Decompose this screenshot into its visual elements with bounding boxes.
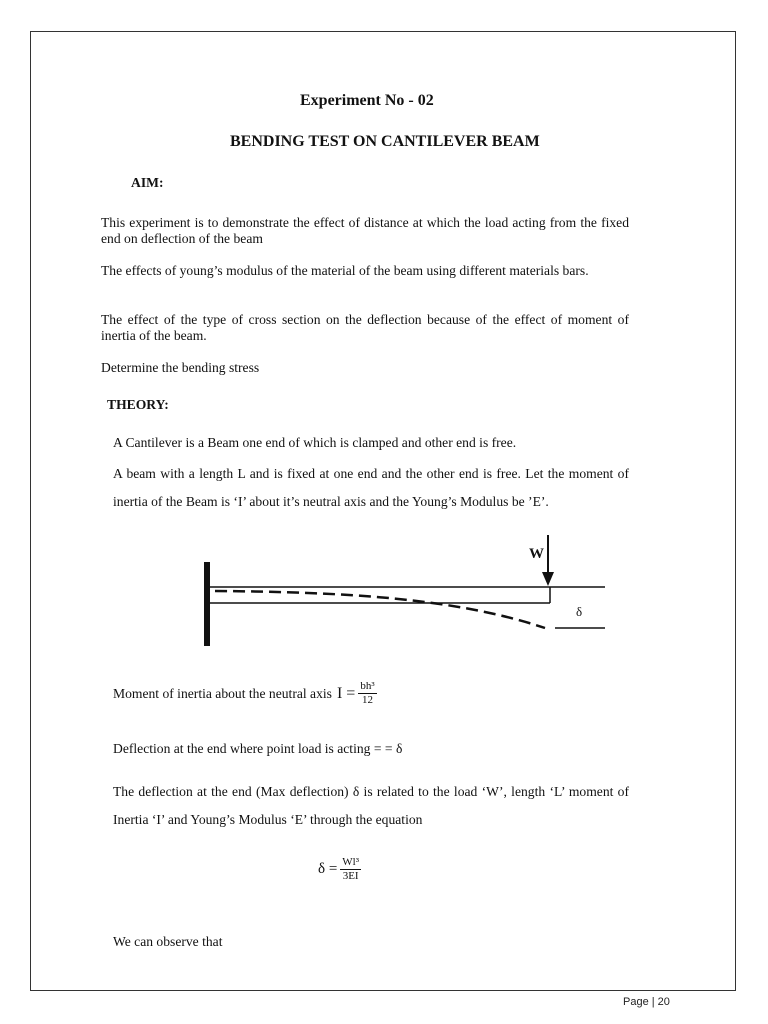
moment-formula <box>358 680 376 707</box>
theory-heading: THEORY: <box>107 397 169 412</box>
load-arrow-head <box>542 572 554 586</box>
load-label: W <box>529 546 544 562</box>
page-number: Page | 20 <box>623 996 670 1008</box>
cantilever-beam-diagram <box>195 530 615 650</box>
moment-of-inertia-line <box>113 680 377 707</box>
deflected-shape <box>215 591 545 628</box>
aim-paragraph-3: The effect of the type of cross section on the deflection because of the effect of moment of inertia of the beam. <box>101 312 629 343</box>
observe-line: We can observe that <box>113 934 223 949</box>
deflection-equation <box>318 856 361 883</box>
theory-paragraph-2: A beam with a length L and is fixed at one end and the other end is free. Let the moment of inertia of the Beam is ‘I’ about it’s neutral axis and the Young’s Modulus be ’E’. <box>113 466 629 509</box>
aim-paragraph-1: This experiment is to demonstrate the effect of distance at which the load acting from the fixed end on deflection of the beam <box>101 215 629 246</box>
fixed-support-wall <box>204 562 210 646</box>
deflection-label: δ <box>576 604 583 619</box>
relation-paragraph: The deflection at the end (Max deflection) δ is related to the load ‘W’, length ‘L’ moment of Inertia ‘I’ and Young’s Modulus ‘E’ through the equation <box>113 784 629 827</box>
aim-paragraph-2: The effects of young’s modulus of the material of the beam using different materials bars. <box>101 263 589 278</box>
equation-denominator: 3EI <box>342 870 359 882</box>
moment-lhs: I = <box>336 684 356 702</box>
moment-denominator: 12 <box>361 694 373 706</box>
equation-numerator: Wl³ <box>342 856 360 868</box>
moment-text: Moment of inertia about the neutral axis <box>113 685 332 701</box>
theory-line-1: A Cantilever is a Beam one end of which is clamped and other end is free. <box>113 435 517 450</box>
deflection-line: Deflection at the end where point load is acting = = δ <box>113 741 403 756</box>
equation-lhs: δ = <box>318 861 338 877</box>
experiment-title: BENDING TEST ON CANTILEVER BEAM <box>230 133 540 150</box>
moment-numerator: bh³ <box>360 680 375 692</box>
experiment-number: Experiment No - 02 <box>300 92 434 109</box>
aim-heading: AIM: <box>131 175 164 190</box>
aim-paragraph-4: Determine the bending stress <box>101 360 260 375</box>
equation-fraction <box>340 856 361 883</box>
